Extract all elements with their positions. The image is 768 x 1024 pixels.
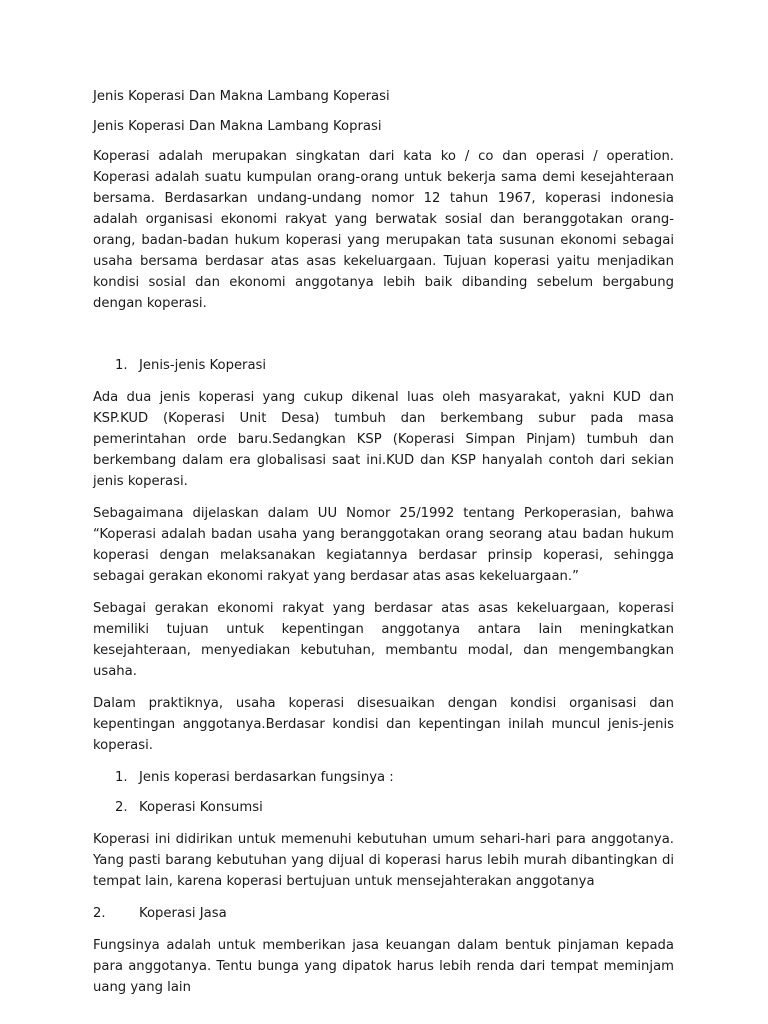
paragraph-jenis: Ada dua jenis koperasi yang cukup dikenal luas oleh masyarakat, yakni KUD dan KSP.KUD (Koperasi Unit Desa) tumbuh dan berkembang subur pada masa pemerintahan orde baru.Sedangkan KSP (Koperasi Simpan Pinjam) tumbuh dan berkembang dalam era globalisasi saat ini.KUD dan KSP hanyalah contoh dari sekian jenis koperasi. [93, 390, 674, 489]
list-label: Jenis koperasi berdasarkan fungsinya : [139, 770, 394, 785]
section-label: Koperasi Jasa [139, 906, 227, 921]
list-number: 1. [115, 770, 128, 785]
list-number: 1. [115, 358, 128, 373]
list-item [93, 355, 674, 376]
list-label: Koperasi Konsumsi [139, 800, 263, 815]
paragraph-praktik: Dalam praktiknya, usaha koperasi disesuaikan dengan kondisi organisasi dan kepentingan anggotanya.Berdasar kondisi dan kepentingan inilah muncul jenis-jenis koperasi. [93, 696, 674, 753]
list-label: Jenis-jenis Koperasi [139, 358, 267, 373]
intro-paragraph: Koperasi adalah merupakan singkatan dari kata ko / co dan operasi / operation. Koperasi adalah suatu kumpulan orang-orang untuk bekerja sama demi kesejahteraan bersama. Berdasarkan undang-undang nomor 12 tahun 1967, koperasi indonesia adalah organisasi ekonomi rakyat yang berwatak sosial dan beranggotakan orang-orang, badan-badan hukum koperasi yang merupakan tata susunan ekonomi sebagai usaha bersama berdasar atas asas kekeluargaan. Tujuan koperasi yaitu menjadikan kondisi sosial dan ekonomi anggotanya lebih baik dibanding sebelum bergabung dengan koperasi. [93, 149, 674, 311]
section-list [93, 355, 674, 376]
section-jasa-heading [93, 903, 674, 924]
document-title: Jenis Koperasi Dan Makna Lambang Koperasi [93, 89, 390, 104]
function-list [93, 767, 674, 818]
paragraph-gerakan: Sebagai gerakan ekonomi rakyat yang berdasar atas asas kekeluargaan, koperasi memiliki tujuan untuk kepentingan anggotanya antara lain meningkatkan kesejahteraan, menyediakan kebutuhan, membantu modal, dan mengembangkan usaha. [93, 601, 674, 679]
list-item [93, 767, 674, 788]
document-subtitle: Jenis Koperasi Dan Makna Lambang Koprasi [93, 119, 382, 134]
section-number: 2. [93, 906, 106, 921]
document-page [93, 86, 674, 1009]
list-item [93, 797, 674, 818]
list-number: 2. [115, 800, 128, 815]
paragraph-jasa: Fungsinya adalah untuk memberikan jasa keuangan dalam bentuk pinjaman kepada para anggotanya. Tentu bunga yang dipatok harus lebih renda dari tempat meminjam uang yang lain [93, 938, 674, 995]
paragraph-uu: Sebagaimana dijelaskan dalam UU Nomor 25/1992 tentang Perkoperasian, bahwa “Koperasi adalah badan usaha yang beranggotakan orang seorang atau badan hukum koperasi dengan melaksanakan kegiatannya berdasar prinsip koperasi, sehingga sebagai gerakan ekonomi rakyat yang berdasar atas asas kekeluargaan.” [93, 506, 674, 584]
blank-line [93, 325, 674, 355]
paragraph-konsumsi: Koperasi ini didirikan untuk memenuhi kebutuhan umum sehari-hari para anggotanya. Yang pasti barang kebutuhan yang dijual di koperasi harus lebih murah dibantingkan di tempat lain, karena koperasi bertujuan untuk mensejahterakan anggotanya [93, 832, 674, 889]
